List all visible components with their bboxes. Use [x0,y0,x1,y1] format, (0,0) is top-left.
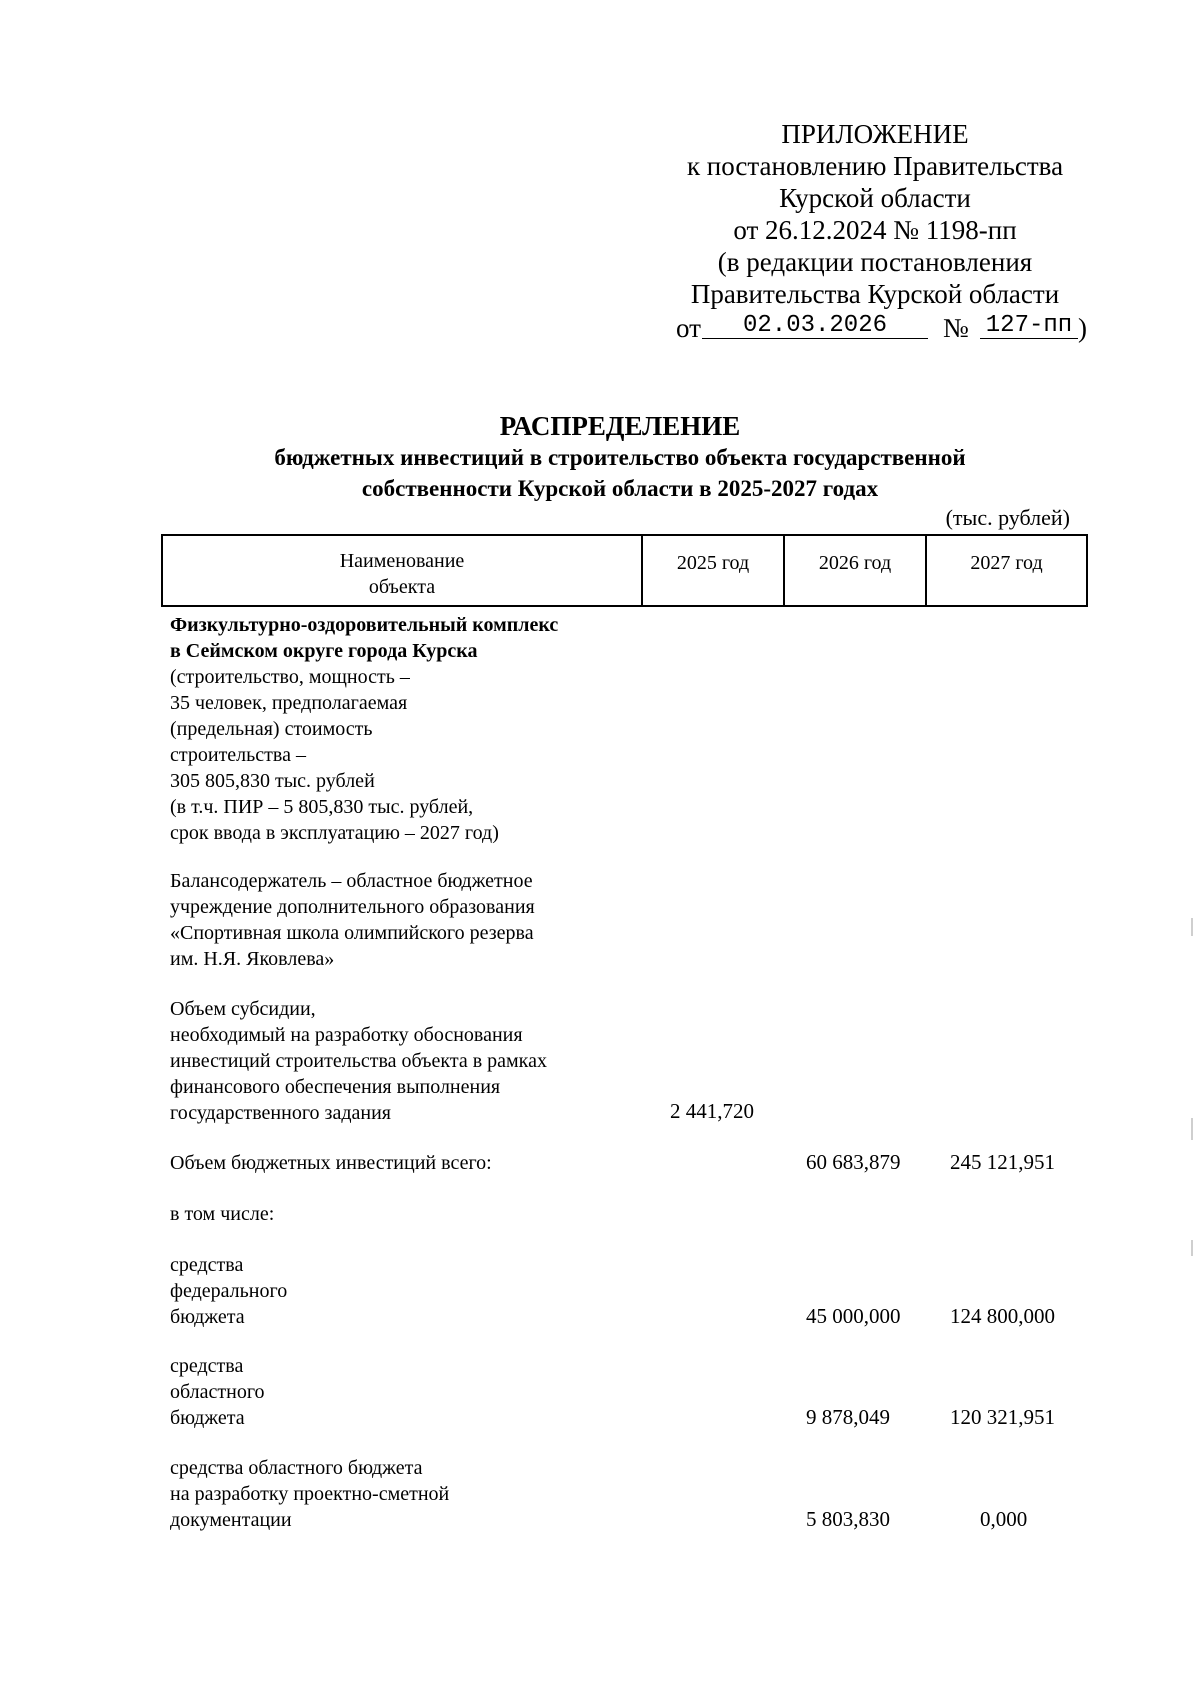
from-label: от [676,313,701,343]
design-2026-value: 5 803,830 [806,1507,890,1531]
header-cell-2026: 2026 год [785,536,927,605]
subsidy-2025-value: 2 441,720 [670,1099,754,1123]
federal-2026-value: 45 000,000 [806,1304,901,1328]
regional-line: средства [170,1355,244,1377]
object-title: Физкультурно-оздоровительный комплекс [170,614,559,636]
federal-line: средства [170,1254,244,1276]
holder-line: учреждение дополнительного образования [170,896,535,918]
object-desc-line: 305 805,830 тыс. рублей [170,770,375,792]
design-line: документации [170,1509,292,1531]
object-desc-line: строительства – [170,744,306,766]
regional-line: бюджета [170,1407,245,1429]
units-label: (тыс. рублей) [945,505,1070,530]
subsidy-line: инвестиций строительства объекта в рамках [170,1050,547,1072]
number-label: № [943,313,969,343]
holder-line: «Спортивная школа олимпийского резерва [170,922,534,944]
scan-edge-mark [1191,1240,1193,1256]
regional-2027-value: 120 321,951 [950,1405,1055,1429]
object-desc-line: 35 человек, предполагаемая [170,692,408,714]
header-line: к постановлению Правительства [686,151,1064,181]
subsidy-line: государственного задания [170,1102,391,1124]
total-2027-value: 245 121,951 [950,1150,1055,1174]
object-desc-line: (строительство, мощность – [170,666,410,688]
federal-label [170,1252,287,1330]
appendix-label: ПРИЛОЖЕНИЕ [781,119,969,149]
header-line: Курской области [779,183,971,213]
total-label: Объем бюджетных инвестиций всего: [170,1152,492,1174]
regional-2026-value: 9 878,049 [806,1405,890,1429]
closing-paren: ) [1078,313,1087,343]
regional-line: областного [170,1381,265,1403]
header-line: от 26.12.2024 № 1198-пп [733,215,1017,245]
amendment-number: 127-пп [980,310,1078,339]
holder-line: им. Н.Я. Яковлева» [170,948,335,970]
title-sub: бюджетных инвестиций в строительство объекта государственной [274,445,966,470]
document-title [160,410,1080,504]
object-description [170,612,558,846]
including-label: в том числе: [170,1203,275,1225]
appendix-header [640,118,1110,342]
header-cell-name [163,536,643,605]
federal-line: бюджета [170,1306,245,1328]
holder-line: Балансодержатель – областное бюджетное [170,870,533,892]
federal-line: федерального [170,1280,288,1302]
header-line: Правительства Курской области [690,279,1060,309]
object-desc-line: (в т.ч. ПИР – 5 805,830 тыс. рублей, [170,796,474,818]
design-2027-value: 0,000 [980,1507,1028,1531]
federal-2027-value: 124 800,000 [950,1304,1055,1328]
design-docs-label [170,1455,449,1533]
scan-edge-mark [1191,918,1193,936]
amendment-date: 02.03.2026 [702,310,928,339]
subsidy-line: финансового обеспечения выполнения [170,1076,501,1098]
table-header [161,534,1088,607]
object-title: в Сеймском округе города Курска [170,640,478,662]
title-sub: собственности Курской области в 2025-2027 годах [361,476,879,501]
header-cell-2025: 2025 год [643,536,785,605]
total-2026-value: 60 683,879 [806,1150,901,1174]
design-line: на разработку проектно-сметной [170,1483,450,1505]
object-desc-line: срок ввода в эксплуатацию – 2027 год) [170,822,499,844]
subsidy-line: Объем субсидии, [170,998,316,1020]
object-desc-line: (предельная) стоимость [170,718,373,740]
header-line: (в редакции постановления [717,247,1033,277]
header-name-line2: объекта [368,576,436,598]
scan-edge-mark [1191,1118,1193,1140]
title-main: РАСПРЕДЕЛЕНИЕ [499,411,741,441]
design-line: средства областного бюджета [170,1457,423,1479]
amendment-date-line [640,310,1110,342]
balance-holder [170,868,535,972]
header-cell-2027: 2027 год [970,552,1043,574]
subsidy-label [170,996,547,1126]
subsidy-line: необходимый на разработку обоснования [170,1024,523,1046]
header-name-line1: Наименование [339,550,465,572]
regional-label [170,1353,265,1431]
